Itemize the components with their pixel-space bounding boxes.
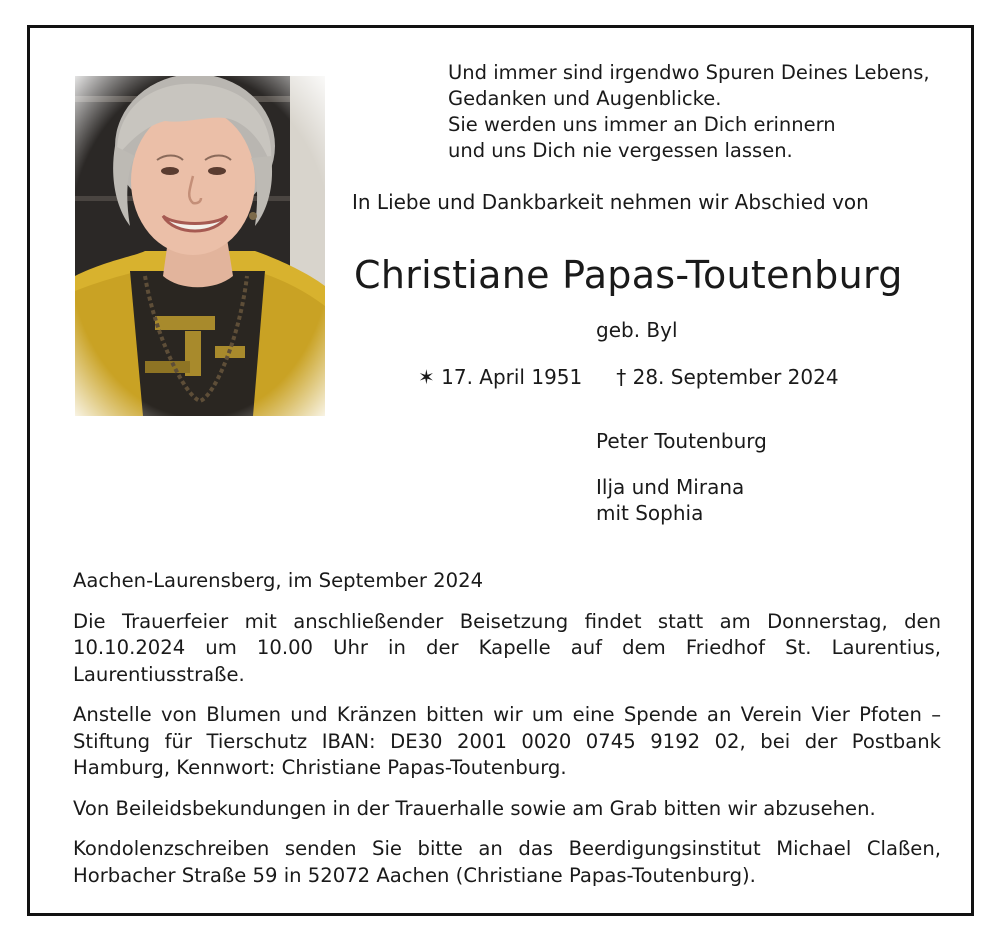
farewell-line: In Liebe und Dankbarkeit nehmen wir Abschied von bbox=[352, 190, 869, 214]
condolence-address: Kondolenzschreiben senden Sie bitte an das Beerdigungsinstitut Michael Claßen, Horbacher Straße 59 in 52072 Aachen (Christiane Papas-Toutenburg). bbox=[73, 837, 941, 887]
birth-name: geb. Byl bbox=[596, 318, 678, 342]
place-date: Aachen-Laurensberg, im September 2024 bbox=[73, 569, 484, 592]
poem-line: Gedanken und Augenblicke. bbox=[448, 87, 722, 110]
mourners-list bbox=[596, 428, 767, 546]
obituary-details bbox=[73, 568, 941, 903]
poem-line: und uns Dich nie vergessen lassen. bbox=[448, 139, 793, 162]
donation-info: Anstelle von Blumen und Kränzen bitten wir um eine Spende an Verein Vier Pfoten – Stiftung für Tierschutz IBAN: DE30 2001 0020 0745 9192 02, bei der Postbank Hamburg, Kennwort: Christiane Papas-Toutenburg. bbox=[73, 703, 941, 779]
death-date: † 28. September 2024 bbox=[616, 365, 839, 389]
poem-line: Und immer sind irgendwo Spuren Deines Lebens, bbox=[448, 61, 930, 84]
deceased-name: Christiane Papas-Toutenburg bbox=[354, 253, 903, 297]
mourner-spouse: Peter Toutenburg bbox=[596, 429, 767, 453]
life-dates bbox=[418, 365, 839, 389]
memorial-poem bbox=[448, 60, 930, 164]
funeral-info: Die Trauerfeier mit anschließender Beisetzung findet statt am Donnerstag, den 10.10.2024 um 10.00 Uhr in der Kapelle auf dem Friedhof St. Laurentius, Laurentiusstraße. bbox=[73, 609, 941, 686]
mourner-grandchild: mit Sophia bbox=[596, 501, 704, 525]
mourner-children: Ilja und Mirana bbox=[596, 475, 745, 499]
portrait-photo bbox=[75, 76, 325, 416]
poem-line: Sie werden uns immer an Dich erinnern bbox=[448, 113, 836, 136]
condolence-note: Von Beileidsbekundungen in der Trauerhalle sowie am Grab bitten wir abzusehen. bbox=[73, 796, 876, 820]
birth-date: ✶ 17. April 1951 bbox=[418, 365, 583, 389]
